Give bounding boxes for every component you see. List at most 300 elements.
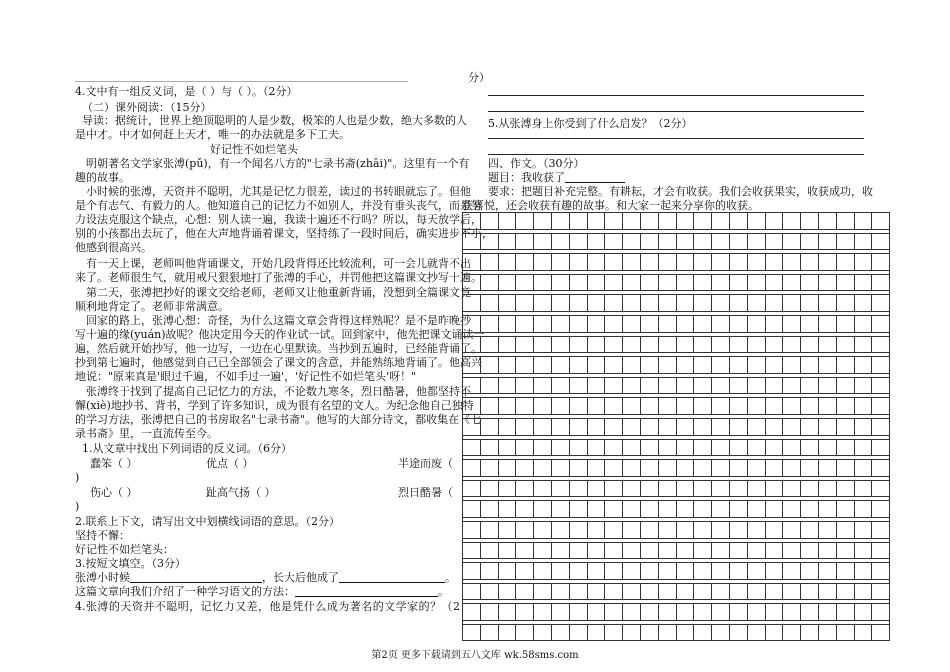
grid-cell[interactable]: [498, 315, 516, 332]
grid-cell[interactable]: [658, 233, 676, 250]
grid-cell[interactable]: [534, 521, 552, 538]
grid-cell[interactable]: [516, 480, 534, 497]
grid-cell[interactable]: [463, 604, 481, 621]
grid-cell[interactable]: [516, 213, 534, 230]
grid-cell[interactable]: [747, 377, 765, 394]
grid-cell[interactable]: [836, 233, 854, 250]
grid-cell[interactable]: [854, 521, 872, 538]
composition-grid[interactable]: [462, 212, 890, 641]
grid-cell[interactable]: [551, 336, 569, 353]
grid-cell[interactable]: [658, 583, 676, 600]
grid-cell[interactable]: [729, 604, 747, 621]
grid-cell[interactable]: [587, 357, 605, 374]
grid-cell[interactable]: [498, 398, 516, 415]
grid-cell[interactable]: [872, 439, 890, 456]
grid-cell[interactable]: [640, 233, 658, 250]
grid-cell[interactable]: [676, 583, 694, 600]
grid-cell[interactable]: [694, 377, 712, 394]
grid-cell[interactable]: [569, 213, 587, 230]
grid-cell[interactable]: [747, 542, 765, 559]
grid-cell[interactable]: [872, 357, 890, 374]
grid-cell[interactable]: [801, 604, 819, 621]
grid-cell[interactable]: [765, 604, 783, 621]
grid-cell[interactable]: [516, 439, 534, 456]
grid-cell[interactable]: [872, 521, 890, 538]
grid-cell[interactable]: [836, 542, 854, 559]
grid-cell[interactable]: [676, 357, 694, 374]
grid-cell[interactable]: [569, 624, 587, 641]
grid-cell[interactable]: [765, 521, 783, 538]
grid-cell[interactable]: [551, 254, 569, 271]
grid-cell[interactable]: [623, 521, 641, 538]
grid-cell[interactable]: [658, 254, 676, 271]
grid-cell[interactable]: [534, 233, 552, 250]
grid-cell[interactable]: [836, 501, 854, 518]
grid-cell[interactable]: [801, 295, 819, 312]
grid-cell[interactable]: [765, 563, 783, 580]
grid-cell[interactable]: [801, 460, 819, 477]
grid-cell[interactable]: [587, 501, 605, 518]
grid-cell[interactable]: [551, 315, 569, 332]
grid-cell[interactable]: [765, 542, 783, 559]
grid-cell[interactable]: [712, 254, 730, 271]
grid-cell[interactable]: [818, 542, 836, 559]
grid-cell[interactable]: [836, 398, 854, 415]
grid-cell[interactable]: [551, 480, 569, 497]
grid-cell[interactable]: [783, 274, 801, 291]
grid-cell[interactable]: [694, 439, 712, 456]
grid-cell[interactable]: [729, 213, 747, 230]
grid-cell[interactable]: [854, 336, 872, 353]
grid-cell[interactable]: [854, 233, 872, 250]
grid-cell[interactable]: [516, 563, 534, 580]
grid-cell[interactable]: [712, 295, 730, 312]
grid-cell[interactable]: [872, 377, 890, 394]
grid-cell[interactable]: [783, 398, 801, 415]
grid-cell[interactable]: [569, 563, 587, 580]
grid-cell[interactable]: [516, 233, 534, 250]
grid-cell[interactable]: [694, 254, 712, 271]
grid-cell[interactable]: [623, 624, 641, 641]
grid-cell[interactable]: [676, 460, 694, 477]
grid-cell[interactable]: [623, 604, 641, 621]
grid-cell[interactable]: [463, 439, 481, 456]
grid-cell[interactable]: [783, 521, 801, 538]
grid-cell[interactable]: [498, 357, 516, 374]
grid-cell[interactable]: [480, 377, 498, 394]
grid-cell[interactable]: [605, 357, 623, 374]
grid-cell[interactable]: [463, 357, 481, 374]
grid-cell[interactable]: [640, 274, 658, 291]
grid-cell[interactable]: [658, 357, 676, 374]
grid-cell[interactable]: [605, 315, 623, 332]
grid-cell[interactable]: [551, 624, 569, 641]
grid-cell[interactable]: [836, 439, 854, 456]
grid-cell[interactable]: [587, 583, 605, 600]
grid-cell[interactable]: [587, 563, 605, 580]
grid-cell[interactable]: [729, 315, 747, 332]
grid-cell[interactable]: [818, 460, 836, 477]
grid-cell[interactable]: [712, 315, 730, 332]
grid-cell[interactable]: [623, 315, 641, 332]
grid-cell[interactable]: [836, 624, 854, 641]
grid-cell[interactable]: [605, 583, 623, 600]
grid-cell[interactable]: [747, 501, 765, 518]
grid-cell[interactable]: [818, 563, 836, 580]
grid-cell[interactable]: [783, 418, 801, 435]
grid-cell[interactable]: [854, 418, 872, 435]
grid-cell[interactable]: [623, 563, 641, 580]
grid-cell[interactable]: [551, 604, 569, 621]
grid-cell[interactable]: [783, 315, 801, 332]
grid-cell[interactable]: [623, 254, 641, 271]
grid-cell[interactable]: [729, 521, 747, 538]
grid-cell[interactable]: [640, 563, 658, 580]
grid-cell[interactable]: [854, 295, 872, 312]
grid-cell[interactable]: [836, 336, 854, 353]
grid-cell[interactable]: [534, 295, 552, 312]
grid-cell[interactable]: [658, 521, 676, 538]
grid-cell[interactable]: [676, 315, 694, 332]
grid-cell[interactable]: [551, 233, 569, 250]
grid-cell[interactable]: [640, 624, 658, 641]
grid-cell[interactable]: [551, 563, 569, 580]
grid-cell[interactable]: [658, 460, 676, 477]
grid-cell[interactable]: [498, 542, 516, 559]
grid-cell[interactable]: [854, 624, 872, 641]
grid-cell[interactable]: [818, 336, 836, 353]
grid-cell[interactable]: [463, 274, 481, 291]
grid-cell[interactable]: [801, 439, 819, 456]
grid-cell[interactable]: [587, 213, 605, 230]
grid-cell[interactable]: [623, 583, 641, 600]
grid-cell[interactable]: [551, 521, 569, 538]
grid-cell[interactable]: [676, 274, 694, 291]
grid-cell[interactable]: [623, 480, 641, 497]
grid-cell[interactable]: [480, 624, 498, 641]
grid-cell[interactable]: [854, 480, 872, 497]
grid-cell[interactable]: [747, 583, 765, 600]
grid-cell[interactable]: [747, 398, 765, 415]
grid-cell[interactable]: [694, 233, 712, 250]
grid-cell[interactable]: [587, 604, 605, 621]
grid-cell[interactable]: [765, 357, 783, 374]
grid-cell[interactable]: [676, 563, 694, 580]
grid-cell[interactable]: [676, 480, 694, 497]
grid-cell[interactable]: [783, 501, 801, 518]
grid-cell[interactable]: [605, 274, 623, 291]
grid-cell[interactable]: [516, 315, 534, 332]
grid-cell[interactable]: [765, 254, 783, 271]
grid-cell[interactable]: [480, 233, 498, 250]
grid-cell[interactable]: [516, 254, 534, 271]
grid-cell[interactable]: [587, 315, 605, 332]
q3-blank-3[interactable]: [295, 586, 438, 597]
grid-cell[interactable]: [872, 336, 890, 353]
grid-cell[interactable]: [801, 521, 819, 538]
grid-cell[interactable]: [712, 233, 730, 250]
grid-cell[interactable]: [605, 213, 623, 230]
grid-cell[interactable]: [623, 274, 641, 291]
grid-cell[interactable]: [658, 398, 676, 415]
grid-cell[interactable]: [783, 233, 801, 250]
grid-cell[interactable]: [569, 233, 587, 250]
grid-cell[interactable]: [480, 563, 498, 580]
grid-cell[interactable]: [623, 213, 641, 230]
grid-cell[interactable]: [801, 357, 819, 374]
grid-cell[interactable]: [498, 254, 516, 271]
grid-cell[interactable]: [854, 604, 872, 621]
grid-cell[interactable]: [640, 213, 658, 230]
grid-cell[interactable]: [480, 274, 498, 291]
grid-cell[interactable]: [640, 501, 658, 518]
grid-cell[interactable]: [872, 563, 890, 580]
grid-cell[interactable]: [658, 213, 676, 230]
grid-cell[interactable]: [480, 315, 498, 332]
grid-cell[interactable]: [854, 398, 872, 415]
grid-cell[interactable]: [801, 624, 819, 641]
grid-cell[interactable]: [836, 460, 854, 477]
grid-cell[interactable]: [605, 439, 623, 456]
grid-cell[interactable]: [516, 377, 534, 394]
grid-cell[interactable]: [765, 501, 783, 518]
grid-cell[interactable]: [818, 439, 836, 456]
grid-cell[interactable]: [551, 439, 569, 456]
grid-cell[interactable]: [712, 542, 730, 559]
grid-cell[interactable]: [534, 439, 552, 456]
grid-cell[interactable]: [640, 336, 658, 353]
grid-cell[interactable]: [480, 254, 498, 271]
grid-cell[interactable]: [640, 604, 658, 621]
grid-cell[interactable]: [783, 254, 801, 271]
grid-cell[interactable]: [783, 542, 801, 559]
grid-cell[interactable]: [765, 377, 783, 394]
grid-cell[interactable]: [783, 295, 801, 312]
grid-cell[interactable]: [729, 583, 747, 600]
grid-cell[interactable]: [801, 213, 819, 230]
grid-cell[interactable]: [676, 336, 694, 353]
grid-cell[interactable]: [747, 480, 765, 497]
grid-cell[interactable]: [498, 418, 516, 435]
grid-cell[interactable]: [605, 295, 623, 312]
grid-cell[interactable]: [836, 521, 854, 538]
grid-cell[interactable]: [747, 357, 765, 374]
grid-cell[interactable]: [729, 295, 747, 312]
grid-cell[interactable]: [729, 233, 747, 250]
grid-cell[interactable]: [872, 254, 890, 271]
grid-cell[interactable]: [872, 418, 890, 435]
grid-cell[interactable]: [765, 583, 783, 600]
grid-cell[interactable]: [569, 521, 587, 538]
grid-cell[interactable]: [676, 521, 694, 538]
grid-cell[interactable]: [765, 336, 783, 353]
grid-cell[interactable]: [605, 542, 623, 559]
grid-cell[interactable]: [534, 542, 552, 559]
grid-cell[interactable]: [783, 563, 801, 580]
grid-cell[interactable]: [836, 254, 854, 271]
grid-cell[interactable]: [658, 480, 676, 497]
grid-cell[interactable]: [694, 583, 712, 600]
grid-cell[interactable]: [676, 418, 694, 435]
grid-cell[interactable]: [836, 480, 854, 497]
grid-cell[interactable]: [605, 624, 623, 641]
grid-cell[interactable]: [729, 480, 747, 497]
grid-cell[interactable]: [712, 418, 730, 435]
grid-cell[interactable]: [783, 480, 801, 497]
grid-cell[interactable]: [694, 357, 712, 374]
grid-cell[interactable]: [480, 336, 498, 353]
grid-cell[interactable]: [587, 480, 605, 497]
grid-cell[interactable]: [729, 563, 747, 580]
grid-cell[interactable]: [551, 542, 569, 559]
grid-cell[interactable]: [694, 480, 712, 497]
grid-cell[interactable]: [712, 213, 730, 230]
grid-cell[interactable]: [872, 295, 890, 312]
grid-cell[interactable]: [480, 521, 498, 538]
grid-cell[interactable]: [712, 563, 730, 580]
grid-cell[interactable]: [587, 295, 605, 312]
grid-cell[interactable]: [605, 254, 623, 271]
grid-cell[interactable]: [640, 418, 658, 435]
grid-cell[interactable]: [765, 213, 783, 230]
grid-cell[interactable]: [783, 583, 801, 600]
grid-cell[interactable]: [801, 542, 819, 559]
grid-cell[interactable]: [801, 254, 819, 271]
grid-cell[interactable]: [712, 398, 730, 415]
grid-cell[interactable]: [605, 521, 623, 538]
grid-cell[interactable]: [818, 295, 836, 312]
grid-cell[interactable]: [498, 563, 516, 580]
grid-cell[interactable]: [463, 233, 481, 250]
grid-cell[interactable]: [729, 274, 747, 291]
answer-line[interactable]: [488, 138, 864, 139]
grid-cell[interactable]: [480, 604, 498, 621]
grid-cell[interactable]: [694, 213, 712, 230]
grid-cell[interactable]: [747, 336, 765, 353]
grid-cell[interactable]: [836, 583, 854, 600]
grid-cell[interactable]: [765, 233, 783, 250]
grid-cell[interactable]: [712, 480, 730, 497]
grid-cell[interactable]: [658, 418, 676, 435]
grid-cell[interactable]: [872, 460, 890, 477]
grid-cell[interactable]: [747, 460, 765, 477]
grid-cell[interactable]: [623, 439, 641, 456]
grid-cell[interactable]: [818, 315, 836, 332]
grid-cell[interactable]: [534, 624, 552, 641]
grid-cell[interactable]: [729, 624, 747, 641]
grid-cell[interactable]: [551, 398, 569, 415]
grid-cell[interactable]: [534, 274, 552, 291]
grid-cell[interactable]: [765, 274, 783, 291]
grid-cell[interactable]: [516, 336, 534, 353]
grid-cell[interactable]: [676, 501, 694, 518]
q3-blank-1[interactable]: [130, 572, 262, 583]
grid-cell[interactable]: [534, 480, 552, 497]
grid-cell[interactable]: [605, 336, 623, 353]
grid-cell[interactable]: [694, 563, 712, 580]
grid-cell[interactable]: [658, 377, 676, 394]
grid-cell[interactable]: [729, 501, 747, 518]
grid-cell[interactable]: [872, 583, 890, 600]
grid-cell[interactable]: [783, 624, 801, 641]
grid-cell[interactable]: [783, 213, 801, 230]
grid-cell[interactable]: [694, 542, 712, 559]
grid-cell[interactable]: [587, 460, 605, 477]
grid-cell[interactable]: [836, 604, 854, 621]
grid-cell[interactable]: [569, 480, 587, 497]
grid-cell[interactable]: [694, 521, 712, 538]
grid-cell[interactable]: [747, 274, 765, 291]
grid-cell[interactable]: [712, 460, 730, 477]
grid-cell[interactable]: [569, 398, 587, 415]
grid-cell[interactable]: [623, 501, 641, 518]
grid-cell[interactable]: [818, 357, 836, 374]
grid-cell[interactable]: [694, 295, 712, 312]
answer-line[interactable]: [488, 154, 864, 155]
grid-cell[interactable]: [587, 418, 605, 435]
grid-cell[interactable]: [551, 357, 569, 374]
grid-cell[interactable]: [801, 398, 819, 415]
grid-cell[interactable]: [818, 274, 836, 291]
grid-cell[interactable]: [587, 274, 605, 291]
grid-cell[interactable]: [729, 357, 747, 374]
grid-cell[interactable]: [516, 398, 534, 415]
grid-cell[interactable]: [534, 213, 552, 230]
grid-cell[interactable]: [463, 336, 481, 353]
grid-cell[interactable]: [694, 418, 712, 435]
grid-cell[interactable]: [587, 624, 605, 641]
grid-cell[interactable]: [747, 315, 765, 332]
grid-cell[interactable]: [534, 377, 552, 394]
grid-cell[interactable]: [765, 295, 783, 312]
grid-cell[interactable]: [818, 398, 836, 415]
grid-cell[interactable]: [801, 377, 819, 394]
grid-cell[interactable]: [712, 583, 730, 600]
grid-cell[interactable]: [498, 624, 516, 641]
grid-cell[interactable]: [676, 439, 694, 456]
grid-cell[interactable]: [516, 460, 534, 477]
grid-cell[interactable]: [676, 213, 694, 230]
grid-cell[interactable]: [801, 315, 819, 332]
grid-cell[interactable]: [498, 480, 516, 497]
grid-cell[interactable]: [605, 233, 623, 250]
grid-cell[interactable]: [854, 460, 872, 477]
grid-cell[interactable]: [872, 213, 890, 230]
grid-cell[interactable]: [658, 624, 676, 641]
grid-cell[interactable]: [480, 357, 498, 374]
grid-cell[interactable]: [765, 460, 783, 477]
grid-cell[interactable]: [498, 583, 516, 600]
grid-cell[interactable]: [569, 336, 587, 353]
topic-blank[interactable]: [565, 172, 625, 183]
grid-cell[interactable]: [818, 418, 836, 435]
grid-cell[interactable]: [658, 542, 676, 559]
grid-cell[interactable]: [818, 521, 836, 538]
grid-cell[interactable]: [623, 418, 641, 435]
grid-cell[interactable]: [605, 460, 623, 477]
grid-cell[interactable]: [801, 563, 819, 580]
grid-cell[interactable]: [516, 357, 534, 374]
grid-cell[interactable]: [640, 521, 658, 538]
grid-cell[interactable]: [498, 521, 516, 538]
grid-cell[interactable]: [498, 439, 516, 456]
grid-cell[interactable]: [836, 418, 854, 435]
grid-cell[interactable]: [694, 315, 712, 332]
grid-cell[interactable]: [516, 521, 534, 538]
grid-cell[interactable]: [463, 213, 481, 230]
grid-cell[interactable]: [463, 377, 481, 394]
grid-cell[interactable]: [801, 418, 819, 435]
